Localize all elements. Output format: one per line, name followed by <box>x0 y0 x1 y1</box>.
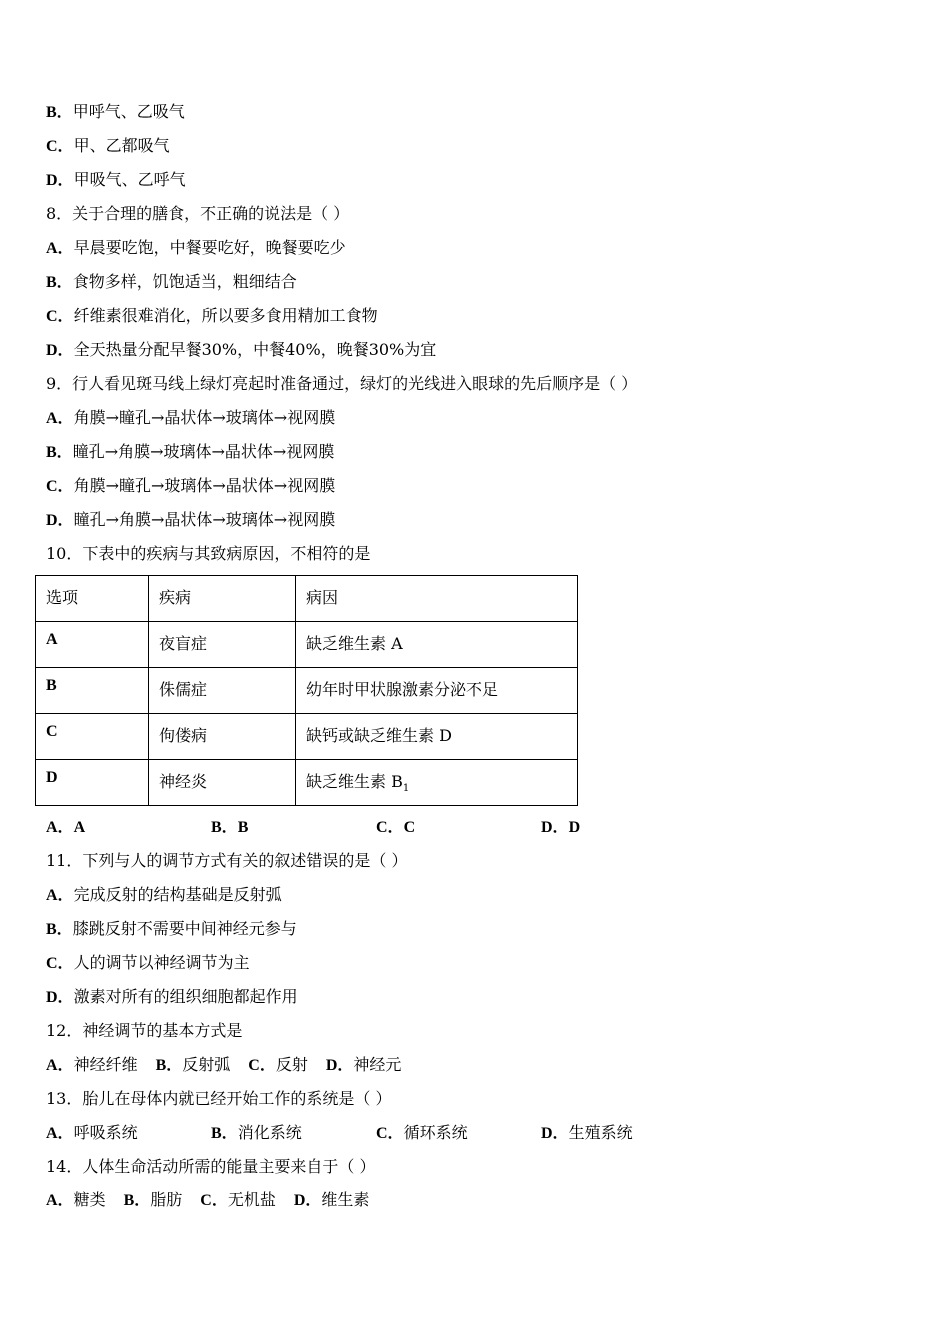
option-letter: B． <box>46 274 73 291</box>
table-cell-option: D <box>36 760 149 806</box>
option-text: 糖类 <box>73 1190 106 1209</box>
cause-text: 缺乏维生素 B <box>306 772 403 791</box>
option-text: 全天热量分配早餐30%，中餐40%，晚餐30%为宜 <box>73 340 437 359</box>
table-cell-option: B <box>36 668 149 714</box>
option-letter: D． <box>46 512 74 529</box>
option-letter: C． <box>46 308 74 325</box>
q11-option-d <box>46 987 298 1008</box>
option-letter: D． <box>293 1192 322 1209</box>
q13-option-a <box>46 1123 211 1144</box>
option-text: 循环系统 <box>403 1123 468 1142</box>
q13-option-b <box>211 1123 376 1144</box>
option-letter: D． <box>541 1125 569 1142</box>
q12-option-d <box>326 1055 402 1076</box>
table-row <box>36 714 578 760</box>
table-cell-disease: 侏儒症 <box>149 668 296 714</box>
q10-stem: 10．下表中的疾病与其致病原因，不相符的是 <box>46 544 371 563</box>
q7-option-c <box>46 136 170 157</box>
q8-stem: 8．关于合理的膳食，不正确的说法是（ ） <box>46 204 350 223</box>
option-letter: C． <box>46 955 74 972</box>
table-cell-cause <box>296 760 578 806</box>
table-row <box>36 760 578 806</box>
q12-option-c <box>248 1055 308 1076</box>
option-text: 膝跳反射不需要中间神经元参与 <box>72 919 297 938</box>
option-text: 呼吸系统 <box>73 1123 138 1142</box>
option-text: B <box>237 819 249 836</box>
option-letter: D． <box>325 1057 354 1074</box>
option-letter: A． <box>46 410 74 427</box>
option-letter: B． <box>46 921 73 938</box>
table-row <box>36 622 578 668</box>
q8-option-a <box>46 238 346 259</box>
option-letter: A． <box>46 240 74 257</box>
option-text: 生殖系统 <box>568 1123 633 1142</box>
option-text: 瞳孔→角膜→晶状体→玻璃体→视网膜 <box>73 510 336 529</box>
option-letter: A． <box>46 887 74 904</box>
q8-option-c <box>46 306 378 327</box>
option-text: 人的调节以神经调节为主 <box>73 953 250 972</box>
q10-option-a <box>46 817 211 838</box>
q10-option-c <box>376 817 541 838</box>
option-text: 无机盐 <box>227 1190 276 1209</box>
q10-option-d <box>541 817 706 838</box>
cause-subscript: 1 <box>402 783 410 795</box>
table-header-row <box>36 576 578 622</box>
q13-stem: 13．胎儿在母体内就已经开始工作的系统是（ ） <box>46 1089 392 1108</box>
q7-option-d <box>46 170 186 191</box>
q12-stem: 12．神经调节的基本方式是 <box>46 1021 243 1040</box>
option-letter: A． <box>46 1057 74 1074</box>
option-letter: B． <box>211 819 238 836</box>
option-letter: C． <box>376 1125 404 1142</box>
option-letter: A． <box>46 1192 74 1209</box>
option-text: 神经元 <box>353 1055 402 1074</box>
q14-option-a <box>46 1190 106 1211</box>
q14-option-d <box>294 1190 370 1211</box>
table-header-cell: 病因 <box>296 576 578 622</box>
option-text: 食物多样，饥饱适当，粗细结合 <box>72 272 297 291</box>
option-text: 激素对所有的组织细胞都起作用 <box>73 987 298 1006</box>
option-text: 反射弧 <box>182 1055 231 1074</box>
q13-option-d <box>541 1123 706 1144</box>
option-text: 纤维素很难消化，所以要多食用精加工食物 <box>73 306 378 325</box>
table-cell-disease: 神经炎 <box>149 760 296 806</box>
table-header-cell: 疾病 <box>149 576 296 622</box>
option-letter: C． <box>200 1192 228 1209</box>
table-header-cell: 选项 <box>36 576 149 622</box>
table-cell-cause: 缺乏维生素 A <box>296 622 578 668</box>
option-text: 脂肪 <box>150 1190 183 1209</box>
q9-option-c <box>46 476 335 497</box>
q14-options <box>46 1190 387 1211</box>
table-cell-option: C <box>36 714 149 760</box>
option-letter: D． <box>541 819 569 836</box>
table-cell-disease: 佝偻病 <box>149 714 296 760</box>
q10-option-b <box>211 817 376 838</box>
option-letter: C． <box>248 1057 276 1074</box>
option-letter: C． <box>46 478 74 495</box>
q13-option-c <box>376 1123 541 1144</box>
option-letter: C． <box>46 138 74 155</box>
q13-options <box>46 1123 706 1144</box>
option-letter: A． <box>46 819 74 836</box>
q10-options <box>46 817 706 838</box>
q11-option-c <box>46 953 250 974</box>
q8-option-d <box>46 340 436 361</box>
q9-option-b <box>46 442 334 463</box>
q9-option-d <box>46 510 335 531</box>
option-text: 瞳孔→角膜→玻璃体→晶状体→视网膜 <box>72 442 335 461</box>
option-text: 消化系统 <box>237 1123 302 1142</box>
option-text: 神经纤维 <box>73 1055 138 1074</box>
option-text: 反射 <box>275 1055 308 1074</box>
option-letter: B． <box>46 444 73 461</box>
q9-stem: 9．行人看见斑马线上绿灯亮起时准备通过，绿灯的光线进入眼球的先后顺序是（ ） <box>46 374 638 393</box>
option-text: 甲、乙都吸气 <box>73 136 170 155</box>
option-letter: B． <box>46 104 73 121</box>
q11-option-b <box>46 919 297 940</box>
option-text: 完成反射的结构基础是反射弧 <box>73 885 282 904</box>
disease-cause-table <box>35 575 578 806</box>
option-text: D <box>568 819 581 836</box>
table-cell-cause: 缺钙或缺乏维生素 D <box>296 714 578 760</box>
option-letter: B． <box>123 1192 151 1209</box>
table-row <box>36 668 578 714</box>
option-text: 维生素 <box>321 1190 370 1209</box>
table-cell-disease: 夜盲症 <box>149 622 296 668</box>
q14-stem: 14．人体生命活动所需的能量主要来自于（ ） <box>46 1157 376 1176</box>
q7-option-b <box>46 102 185 123</box>
q11-option-a <box>46 885 282 906</box>
q14-option-b <box>124 1190 183 1211</box>
option-text: A <box>73 819 86 836</box>
q9-option-a <box>46 408 335 429</box>
option-text: 角膜→瞳孔→晶状体→玻璃体→视网膜 <box>73 408 336 427</box>
q8-option-b <box>46 272 297 293</box>
option-letter: B． <box>211 1125 238 1142</box>
option-text: 早晨要吃饱，中餐要吃好，晚餐要吃少 <box>73 238 346 257</box>
option-text: 甲呼气、乙吸气 <box>72 102 185 121</box>
option-letter: C． <box>376 819 404 836</box>
q11-stem: 11．下列与人的调节方式有关的叙述错误的是（ ） <box>46 851 408 870</box>
option-letter: D． <box>46 989 74 1006</box>
table-cell-cause: 幼年时甲状腺激素分泌不足 <box>296 668 578 714</box>
option-letter: D． <box>46 172 74 189</box>
q12-options <box>46 1055 419 1076</box>
option-text: 甲吸气、乙呼气 <box>73 170 186 189</box>
option-letter: A． <box>46 1125 74 1142</box>
option-letter: D． <box>46 342 74 359</box>
option-text: C <box>403 819 416 836</box>
q12-option-b <box>156 1055 231 1076</box>
option-text: 角膜→瞳孔→玻璃体→晶状体→视网膜 <box>73 476 336 495</box>
q14-option-c <box>200 1190 276 1211</box>
q12-option-a <box>46 1055 138 1076</box>
option-letter: B． <box>155 1057 183 1074</box>
table-cell-option: A <box>36 622 149 668</box>
